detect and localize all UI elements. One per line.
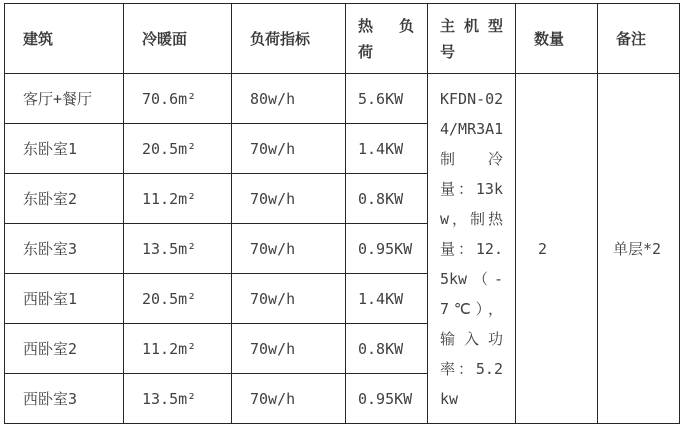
cell-remark: 单层*2 <box>598 74 680 424</box>
unit-model-line: 输入功 <box>440 329 503 348</box>
cell-building: 东卧室3 <box>5 224 124 274</box>
table-row <box>5 74 680 124</box>
cell-area: 11.2m² <box>124 174 232 224</box>
header-line: 号 <box>440 42 456 61</box>
header-line: 热负 <box>358 16 414 35</box>
unit-model-line: KFDN-02 <box>440 89 504 108</box>
header-row <box>5 4 680 74</box>
cell-building: 东卧室1 <box>5 124 124 174</box>
cell-building: 西卧室2 <box>5 324 124 374</box>
cell-heat-load: 0.8KW <box>346 324 428 374</box>
cell-heat-load: 0.95KW <box>346 224 428 274</box>
unit-model-line: 量：12. <box>440 239 503 258</box>
column-header-building: 建筑 <box>5 4 124 74</box>
cell-heat-load: 0.8KW <box>346 174 428 224</box>
cell-area: 11.2m² <box>124 324 232 374</box>
cell-load-index: 70w/h <box>232 374 346 424</box>
cell-load-index: 70w/h <box>232 124 346 174</box>
cell-building: 东卧室2 <box>5 174 124 224</box>
unit-model-line: 7℃）， <box>440 299 503 318</box>
cell-area: 20.5m² <box>124 274 232 324</box>
cell-heat-load: 1.4KW <box>346 274 428 324</box>
header-line: 荷 <box>358 42 374 61</box>
cell-load-index: 70w/h <box>232 174 346 224</box>
cell-area: 13.5m² <box>124 374 232 424</box>
unit-model-line: 量：13k <box>440 179 503 198</box>
cell-area: 13.5m² <box>124 224 232 274</box>
header-line: 主机型 <box>440 16 503 35</box>
cell-unit-model <box>428 74 516 424</box>
column-header-heat-load <box>346 4 428 74</box>
cell-load-index: 70w/h <box>232 274 346 324</box>
cell-building: 西卧室3 <box>5 374 124 424</box>
unit-model-line: 率：5.2 <box>440 359 503 378</box>
page <box>0 3 685 432</box>
unit-model-line: w，制热 <box>440 209 503 228</box>
cell-load-index: 70w/h <box>232 224 346 274</box>
cell-area: 70.6m² <box>124 74 232 124</box>
cell-heat-load: 1.4KW <box>346 124 428 174</box>
cell-building: 客厅+餐厅 <box>5 74 124 124</box>
load-spec-table <box>4 3 680 424</box>
column-header-area: 冷暖面 <box>124 4 232 74</box>
cell-building: 西卧室1 <box>5 274 124 324</box>
column-header-quantity: 数量 <box>516 4 598 74</box>
cell-load-index: 80w/h <box>232 74 346 124</box>
column-header-remark: 备注 <box>598 4 680 74</box>
unit-model-line: kw <box>440 389 459 408</box>
unit-model-line: 制冷 <box>440 149 503 168</box>
cell-quantity: 2 <box>516 74 598 424</box>
cell-area: 20.5m² <box>124 124 232 174</box>
unit-model-line: 5kw（- <box>440 269 503 288</box>
unit-model-line: 4/MR3A1 <box>440 119 504 138</box>
cell-heat-load: 5.6KW <box>346 74 428 124</box>
column-header-load-index: 负荷指标 <box>232 4 346 74</box>
cell-heat-load: 0.95KW <box>346 374 428 424</box>
column-header-unit-model <box>428 4 516 74</box>
cell-load-index: 70w/h <box>232 324 346 374</box>
